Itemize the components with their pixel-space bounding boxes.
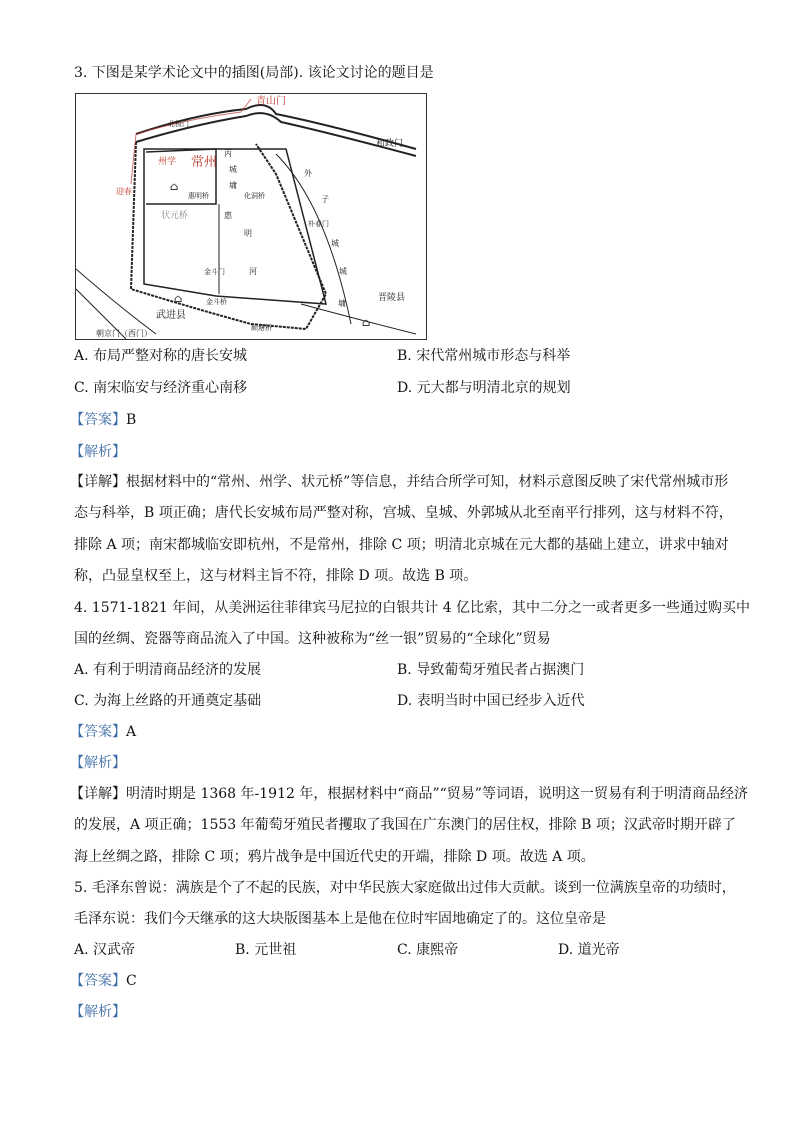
answer-value: A (126, 724, 137, 740)
q4-analysis-tag: 【解析】 (70, 755, 126, 771)
q3-option-c: C. 南宋临安与经济重心南移 (74, 380, 248, 396)
q3-option-b: B. 宋代常州城市形态与科举 (397, 348, 571, 364)
q3-detail-line: 排除 A 项；南宋都城临安即杭州，不是常州，排除 C 项；明清北京城在元大都的基础上建立，讲求中轴对 (74, 537, 729, 553)
detail-tag: 【详解】 (70, 786, 126, 802)
map-label: 城 (339, 267, 347, 276)
q3-option-a: A. 布局严整对称的唐长安城 (74, 348, 248, 364)
map-label: 迎春 (116, 187, 132, 196)
q5-option-c: C. 康熙帝 (397, 942, 459, 958)
map-label: 丙 (224, 149, 232, 158)
q3-detail-line (70, 473, 728, 491)
map-label: 墉 (229, 181, 237, 190)
map-label: 金斗门 (204, 268, 225, 276)
map-label: 和政门 (376, 139, 404, 149)
map-label: 武进县 (156, 310, 186, 321)
answer-tag: 【答案】 (70, 973, 126, 989)
answer-tag: 【答案】 (70, 724, 126, 740)
map-label: 青山门 (256, 96, 286, 107)
q4-detail-line: 的发展，A 项正确；1553 年葡萄牙殖民者攫取了我国在广东澳门的居住权，排除 B 项；汉武帝时期开辟了 (74, 817, 736, 833)
detail-tag: 【详解】 (70, 474, 126, 490)
q5-stem: 毛泽东说：我们今天继承的这大块版图基本上是他在位时牢固地确定了的。这位皇帝是 (74, 911, 606, 927)
q4-detail-line (70, 785, 748, 803)
temple-icon: ⌂ (174, 292, 183, 305)
q3-answer (70, 411, 136, 429)
q3-stem: 3. 下图是某学术论文中的插图(局部). 该论文讨论的题目是 (74, 65, 434, 81)
map-label: 常州 (191, 155, 218, 170)
map-label: 明 (244, 229, 252, 238)
temple-icon: ⌂ (362, 316, 371, 329)
q4-detail-line: 海上丝绸之路，排除 C 项；鸦片战争是中国近代史的开端，排除 D 项。故选 A 项。 (74, 849, 595, 865)
q3-detail-line: 称，凸显皇权至上，这与材料主旨不符，排除 D 项。故选 B 项。 (74, 568, 478, 584)
answer-value: B (126, 412, 137, 428)
detail-text: 根据材料中的“常州、州学、状元桥”等信息，并结合所学可知，材料示意图反映了宋代常州城市形 (126, 474, 729, 490)
q3-detail-line: 态与科举，B 项正确；唐代长安城布局严整对称，宫城、皇城、外郭城从北至南平行排列，这与材料不符， (74, 505, 733, 521)
q5-option-a: A. 汉武帝 (74, 942, 136, 958)
map-label: 顺塘桥 (251, 324, 272, 332)
map-label: 化洞桥 (244, 192, 265, 200)
q4-option-a: A. 有利于明清商品经济的发展 (74, 662, 262, 678)
q5-analysis-tag: 【解析】 (70, 1004, 126, 1020)
q5-answer (70, 972, 137, 990)
map-label: 外 (304, 169, 312, 178)
q4-answer (70, 723, 136, 741)
q4-option-c: C. 为海上丝路的开通奠定基础 (74, 693, 262, 709)
map-label: 惠 (224, 211, 232, 220)
map-label: 城 (331, 239, 339, 248)
q3-analysis-tag: 【解析】 (70, 444, 126, 460)
temple-icon: ⌂ (170, 180, 179, 193)
answer-tag: 【答案】 (70, 412, 126, 428)
map-label: 子 (321, 195, 329, 204)
map-label: 惠明桥 (188, 192, 209, 200)
map-label: 州学 (158, 157, 177, 167)
q5-option-b: B. 元世祖 (235, 942, 297, 958)
q4-option-b: B. 导致葡萄牙殖民者占据澳门 (397, 662, 585, 678)
q4-option-d: D. 表明当时中国已经步入近代 (397, 693, 585, 709)
q4-stem: 国的丝绸、瓷器等商品流入了中国。这种被称为“丝一银”贸易的“全球化”贸易 (74, 631, 551, 647)
q5-stem: 5. 毛泽东曾说：满族是个了不起的民族，对中华民族大家庭做出过伟大贡献。谈到一位满族皇帝的功绩时， (74, 880, 736, 896)
map-label: 城 (229, 165, 237, 174)
detail-text: 明清时期是 1368 年-1912 年，根据材料中“商品”“贸易”等词语，说明这一贸易有利于明清商品经济 (126, 786, 748, 802)
map-label: 朝京门（西门） (96, 329, 152, 338)
map-label: 朴春门 (308, 220, 329, 228)
map-label: 晋陵县 (378, 293, 406, 303)
map-label: 北极门 (168, 120, 189, 128)
map-label: 河 (249, 267, 257, 276)
map-label: 状元桥 (161, 211, 189, 221)
map-label: 金斗桥 (206, 298, 227, 306)
map-label: 墉 (338, 299, 346, 308)
q3-option-d: D. 元大都与明清北京的规划 (397, 380, 571, 396)
q3-city-map (75, 93, 427, 340)
q4-stem: 4. 1571-1821 年间，从美洲运往菲律宾马尼拉的白银共计 4 亿比索，其中二分之一或者更多一些通过购买中 (74, 600, 751, 616)
answer-value: C (126, 973, 137, 989)
q5-option-d: D. 道光帝 (558, 942, 620, 958)
